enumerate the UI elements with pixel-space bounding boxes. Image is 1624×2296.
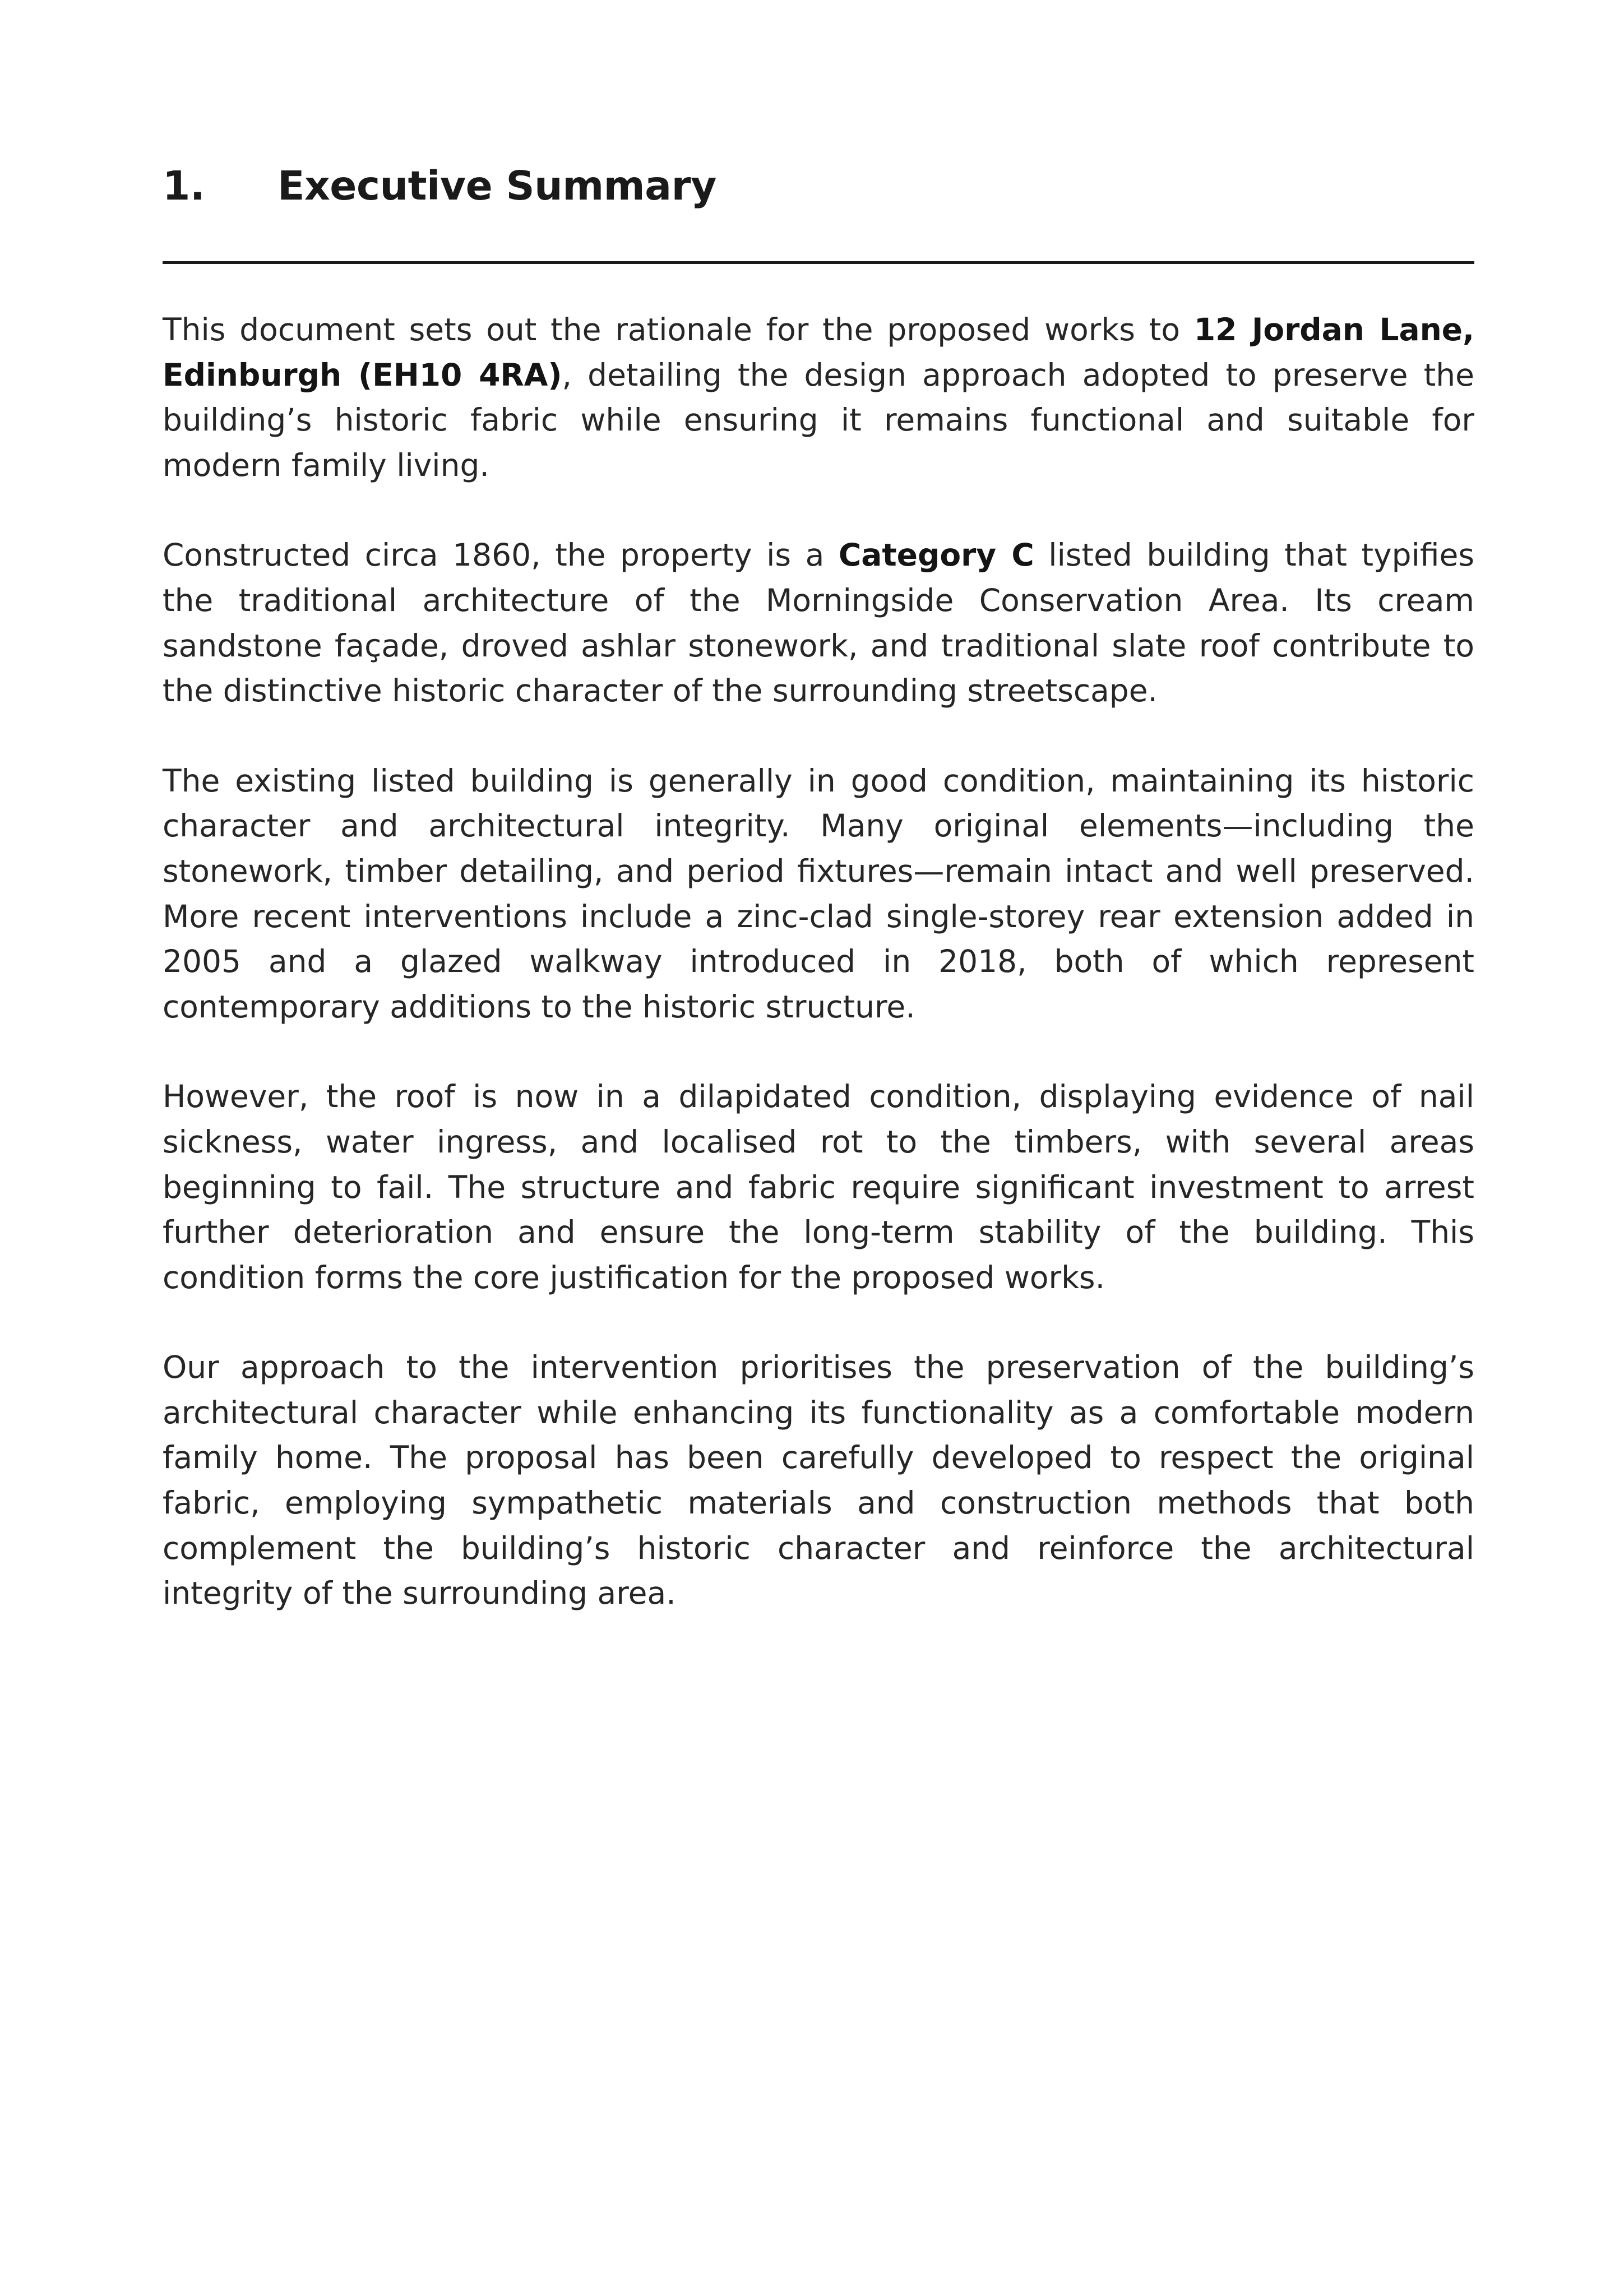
paragraph-approach: Our approach to the intervention prioritises the preservation of the building’s architectural character while enhancing its functionality as a comfortable modern family home. The proposal has been carefully developed to respect the original fabric, employing sympathetic materials and construction methods that both complement the building’s historic character and reinforce the architectural integrity of the surrounding area. xyxy=(163,1349,1474,1612)
paragraph-condition: The existing listed building is generally in good condition, maintaining its historic character and architectural integrity. Many original elements—including the stonework, timber detailing, and period fixtures—remain intact and well preserved. More recent interventions include a zinc-clad single-storey rear extension added in 2005 and a glazed walkway introduced in 2018, both of which represent contemporary additions to the historic structure. xyxy=(163,762,1474,1025)
paragraph-text: , detailing the design approach adopted to preserve the building’s historic fabric while ensuring it remains functional and suitable for modern family living. xyxy=(163,357,1474,483)
section-body xyxy=(163,307,1474,1661)
paragraph-intro xyxy=(163,307,1474,488)
paragraph-text: This document sets out the rationale for the proposed works to xyxy=(163,312,1194,348)
paragraph-roof: However, the roof is now in a dilapidated condition, displaying evidence of nail sickness, water ingress, and localised rot to the timbers, with several areas beginning to fail. The structure and fabric require significant investment to arrest further deterioration and ensure the long-term stability of the building. This condition forms the core justification for the proposed works. xyxy=(163,1078,1474,1295)
paragraph-text: listed building that typifies the traditional architecture of the Morningside Conservation Area. Its cream sandstone façade, droved ashlar stonework, and traditional slate roof contribute to the distinctive historic character of the surrounding streetscape. xyxy=(163,537,1475,709)
section-number: 1. xyxy=(163,162,205,209)
paragraph-text: Constructed circa 1860, the property is a xyxy=(163,537,839,573)
section-heading xyxy=(163,155,1474,216)
property-address: 12 Jordan Lane, Edinburgh (EH10 4RA) xyxy=(163,312,1475,393)
heading-divider xyxy=(163,261,1474,264)
section-title: Executive Summary xyxy=(277,162,716,209)
paragraph-history xyxy=(163,533,1474,713)
listing-category: Category C xyxy=(838,537,1034,573)
